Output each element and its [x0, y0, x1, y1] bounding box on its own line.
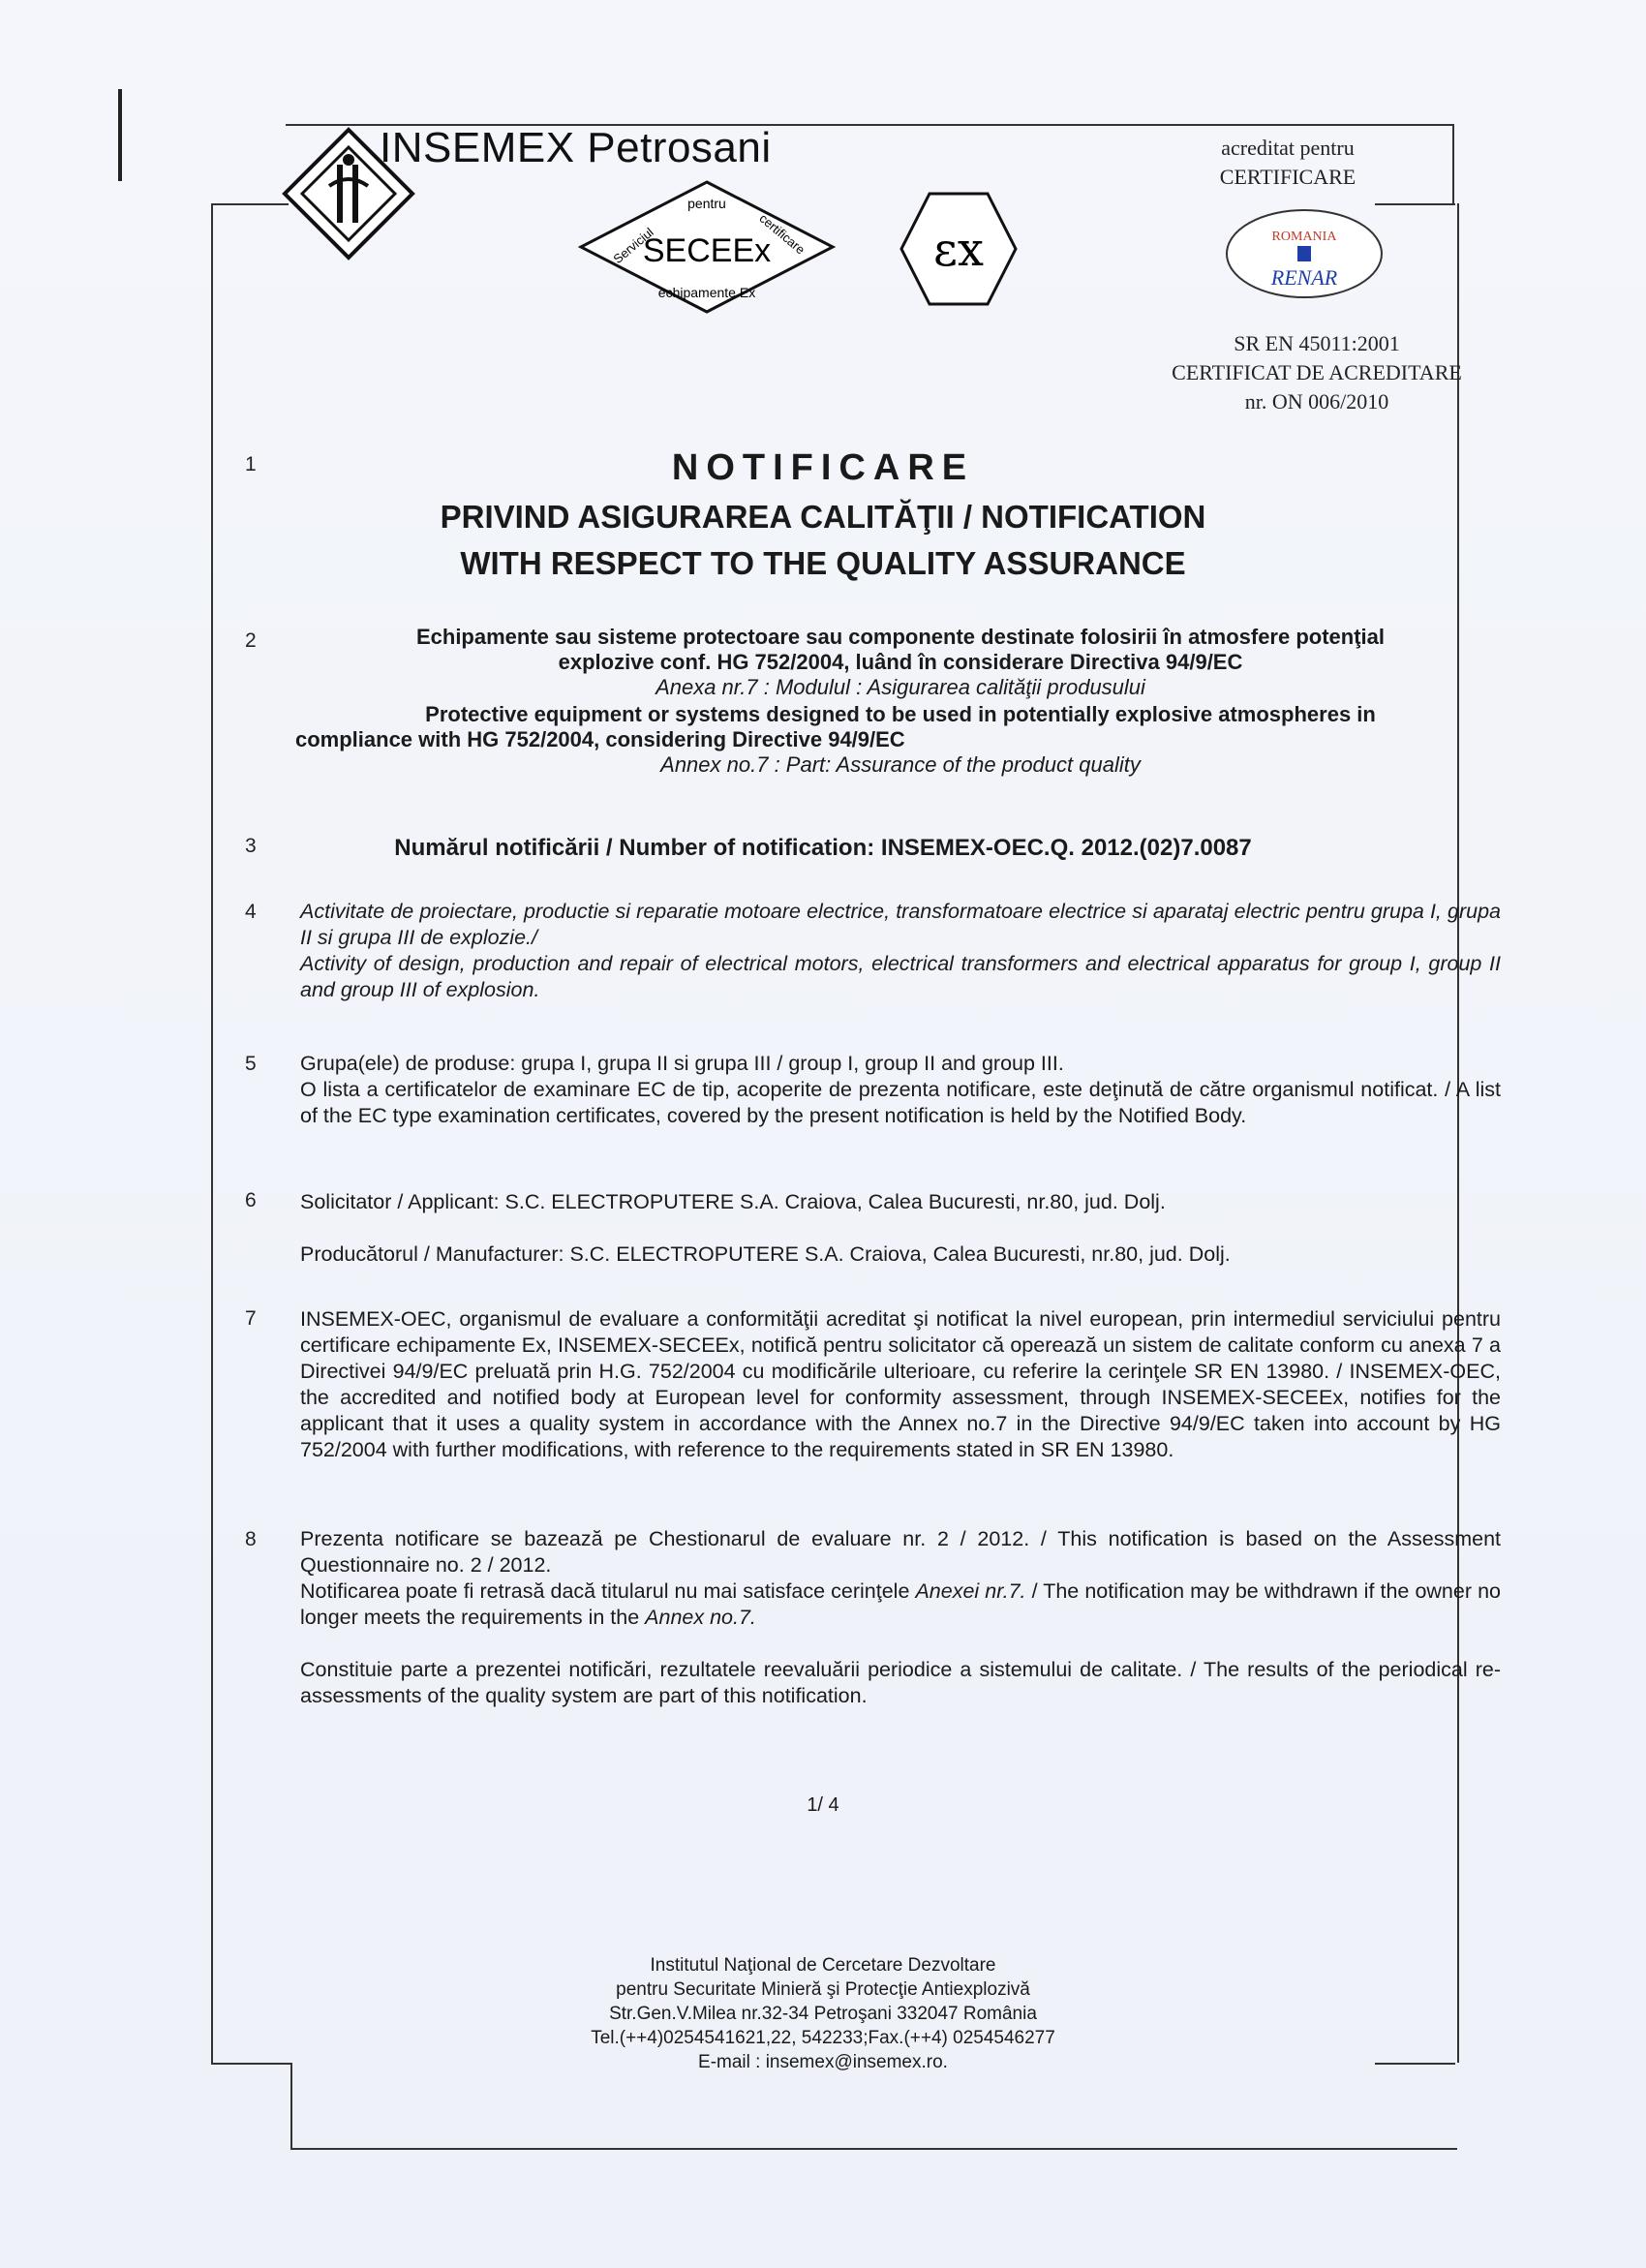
frame-line	[290, 2148, 1457, 2150]
section-number: 7	[245, 1307, 257, 1330]
s2-ro-italic: Anexa nr.7 : Modulul : Asigurarea calităţii produsului	[655, 675, 1145, 699]
section-7: INSEMEX-OEC, organismul de evaluare a conformităţii acreditat şi notificat la nivel european, prin intermediul serviciului pentru certificare echipamente Ex, INSEMEX-SECEEx, notifică pentru solicitator că operează un sistem de calitate conform cu anexa 7 a Directivei 94/9/EC preluată prin H.G. 752/2004 cu modificările ulterioare, cu referire la cerinţele SR EN 13980. / INSEMEX-OEC, the accredited and notified body at European level for conformity assessment, through INSEMEX-SECEEx, notifies for the applicant that it uses a quality system in accordance with the Annex no.7 in the Directive 94/9/EC taken into account by HG 752/2004 with further modifications, with reference to the requirements stated in SR EN 13980.	[300, 1307, 1501, 1461]
org-name: INSEMEX Petrosani	[380, 124, 772, 171]
standard-line2: CERTIFICAT DE ACREDITARE	[1172, 360, 1462, 384]
s8-withdrawal: Notificarea poate fi retrasă dacă titularul nu mai satisface cerinţele Anexei nr.7. / The notification may be withdrawn if the owner no longer meets the requirements in the Annex no.7.	[300, 1579, 1501, 1629]
standard-line1: SR EN 45011:2001	[1234, 331, 1400, 355]
seceex-right-text: certificare	[756, 210, 808, 258]
title-line2: PRIVIND ASIGURAREA CALITĂŢII / NOTIFICATION	[440, 499, 1206, 535]
scan-mark	[118, 89, 122, 181]
section-number: 8	[245, 1528, 257, 1550]
s4-en: Activity of design, production and repair of electrical motors, electrical transformers and electrical apparatus for group I, group II and group III of explosion.	[300, 952, 1501, 1001]
section-number: 1	[245, 453, 257, 475]
standard-line3: nr. ON 006/2010	[1244, 389, 1389, 414]
s2-en-bold-2: compliance with HG 752/2004, considering Directive 94/9/EC	[295, 727, 905, 751]
frame-line	[290, 2063, 292, 2148]
s5-product-groups: Grupa(ele) de produse: grupa I, grupa II si grupa III / group I, group II and group III.	[300, 1052, 1064, 1075]
seceex-bottom-text: echipamente Ex	[657, 285, 756, 300]
section-number: 6	[245, 1189, 257, 1211]
s8-basis: Prezenta notificare se bazează pe Chestionarul de evaluare nr. 2 / 2012. / This notification is based on the Assessment Questionnaire no. 2 / 2012.	[300, 1527, 1501, 1577]
ex-hexagon-icon	[896, 186, 1021, 312]
section-number: 3	[245, 835, 257, 857]
frame-line	[1375, 203, 1455, 205]
section-8	[300, 1526, 1501, 1709]
section-6	[300, 1189, 1501, 1268]
section-4	[300, 899, 1501, 1003]
standard-block	[1143, 329, 1491, 416]
s4-ro: Activitate de proiectare, productie si reparatie motoare electrice, transformatoare electrice si aparataj electric pentru grupa I, grupa II si grupa III de explozie./	[300, 900, 1501, 949]
frame-line	[211, 203, 289, 205]
renar-logo-icon	[1222, 203, 1387, 305]
section-number: 4	[245, 901, 257, 923]
accreditation-line2: CERTIFICARE	[1219, 165, 1356, 189]
s2-en-bold-1: Protective equipment or systems designed to be used in potentially explosive atmospheres in	[425, 702, 1376, 726]
section-5	[300, 1051, 1501, 1129]
footer-line1: Institutul Naţional de Cercetare Dezvoltare	[650, 1955, 996, 1976]
s6-manufacturer: Producătorul / Manufacturer: S.C. ELECTROPUTERE S.A. Craiova, Calea Bucuresti, nr.80, jud. Dolj.	[300, 1242, 1231, 1266]
footer-line2: pentru Securitate Minieră şi Protecţie Antiexplozivă	[616, 1979, 1030, 2000]
seceex-top-text: pentru	[687, 196, 726, 211]
seceex-logo-icon	[576, 179, 838, 315]
seceex-left-text: Serviciul	[610, 225, 656, 267]
footer-line4: Tel.(++4)0254541621,22, 542233;Fax.(++4) 0254546277	[591, 2028, 1055, 2048]
title-notificare: NOTIFICARE	[671, 447, 975, 488]
page-number: 1/ 4	[807, 1794, 839, 1816]
s2-en-italic: Annex no.7 : Part: Assurance of the product quality	[660, 752, 1141, 777]
s2-ro-bold-1: Echipamente sau sisteme protectoare sau componente destinate folosirii în atmosfere potenţial	[415, 625, 1386, 649]
accreditation-line1: acreditat pentru	[1221, 136, 1355, 160]
title-subtitle	[0, 494, 1646, 587]
renar-top-text: ROMANIA	[1271, 230, 1337, 244]
title-line3: WITH RESPECT TO THE QUALITY ASSURANCE	[460, 545, 1186, 581]
s2-ro-bold-2: explozive conf. HG 752/2004, luând în considerare Directiva 94/9/EC	[558, 650, 1243, 674]
notification-number: Numărul notificării / Number of notification: INSEMEX-OEC.Q. 2012.(02)7.0087	[394, 835, 1252, 861]
renar-bottom-text: RENAR	[1270, 265, 1338, 290]
section-2	[295, 625, 1506, 778]
s8-reassessments: Constituie parte a prezentei notificări, rezultatele reevaluării periodice a sistemului de calitate. / The results of the periodical re-assessments of the quality system are part of this notification.	[300, 1658, 1501, 1707]
section-number: 2	[245, 629, 257, 652]
footer-line3: Str.Gen.V.Milea nr.32-34 Petroşani 332047 România	[609, 2004, 1037, 2024]
s5-certificates: O lista a certificatelor de examinare EC de tip, acoperite de prezenta notificare, este deţinută de către organismul notificat. / A list of the EC type examination certificates, covered by the present notification is held by the Notified Body.	[300, 1078, 1501, 1127]
seceex-center-text: SECEEx	[642, 232, 772, 269]
footer-line5: E-mail : insemex@insemex.ro.	[698, 2052, 948, 2072]
section-number: 5	[245, 1053, 257, 1075]
ex-mark-text: εx	[933, 223, 984, 277]
footer-address	[0, 1953, 1646, 2074]
s6-applicant: Solicitator / Applicant: S.C. ELECTROPUTERE S.A. Craiova, Calea Bucuresti, nr.80, jud. Dolj.	[300, 1190, 1166, 1213]
accreditation-block	[1191, 134, 1385, 192]
